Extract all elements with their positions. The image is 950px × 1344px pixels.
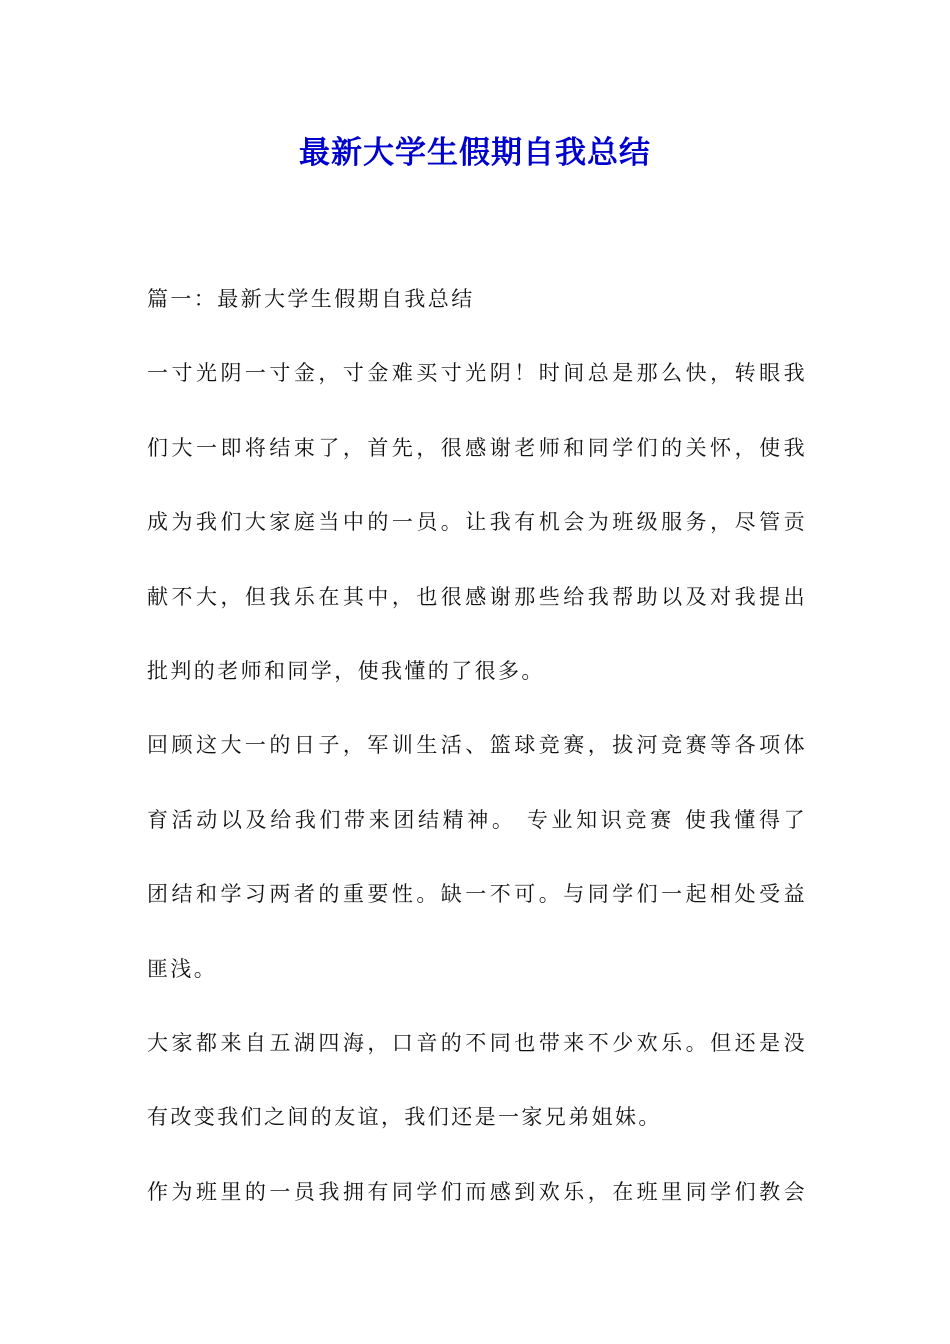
- paragraph-line: 献不大，但我乐在其中，也很感谢那些给我帮助以及对我提出: [147, 584, 807, 609]
- paragraph-line: 团结和学习两者的重要性。缺一不可。与同学们一起相处受益: [147, 882, 807, 907]
- paragraph-3: [147, 1006, 807, 1155]
- paragraph-4: [147, 1155, 807, 1229]
- paragraph-line: 们大一即将结束了，首先，很感谢老师和同学们的关怀，使我: [147, 435, 807, 460]
- section-heading-text: 篇一：最新大学生假期自我总结: [147, 287, 475, 311]
- paragraph-line: 育活动以及给我们带来团结精神。 专业知识竞赛 使我懂得了: [147, 807, 807, 832]
- paragraph-1: [147, 336, 807, 708]
- section-heading: [147, 262, 807, 336]
- paragraph-line: 成为我们大家庭当中的一员。让我有机会为班级服务，尽管贡: [147, 510, 807, 535]
- document-title: 最新大学生假期自我总结: [299, 135, 651, 171]
- paragraph-2: [147, 708, 807, 1006]
- paragraph-line: 匪浅。: [147, 956, 218, 981]
- paragraph-line: 批判的老师和同学，使我懂的了很多。: [147, 659, 545, 684]
- paragraph-line: 有改变我们之间的友谊，我们还是一家兄弟姐妹。: [147, 1105, 662, 1130]
- paragraph-line: 大家都来自五湖四海，口音的不同也带来不少欢乐。但还是没: [147, 1031, 807, 1056]
- paragraph-line: 作为班里的一员我拥有同学们而感到欢乐，在班里同学们教会: [147, 1179, 807, 1204]
- paragraph-line: 一寸光阴一寸金，寸金难买寸光阴！时间总是那么快，转眼我: [147, 361, 807, 386]
- paragraph-line: 回顾这大一的日子，军训生活、篮球竞赛，拔河竞赛等各项体: [147, 733, 807, 758]
- document-body: [147, 262, 807, 1229]
